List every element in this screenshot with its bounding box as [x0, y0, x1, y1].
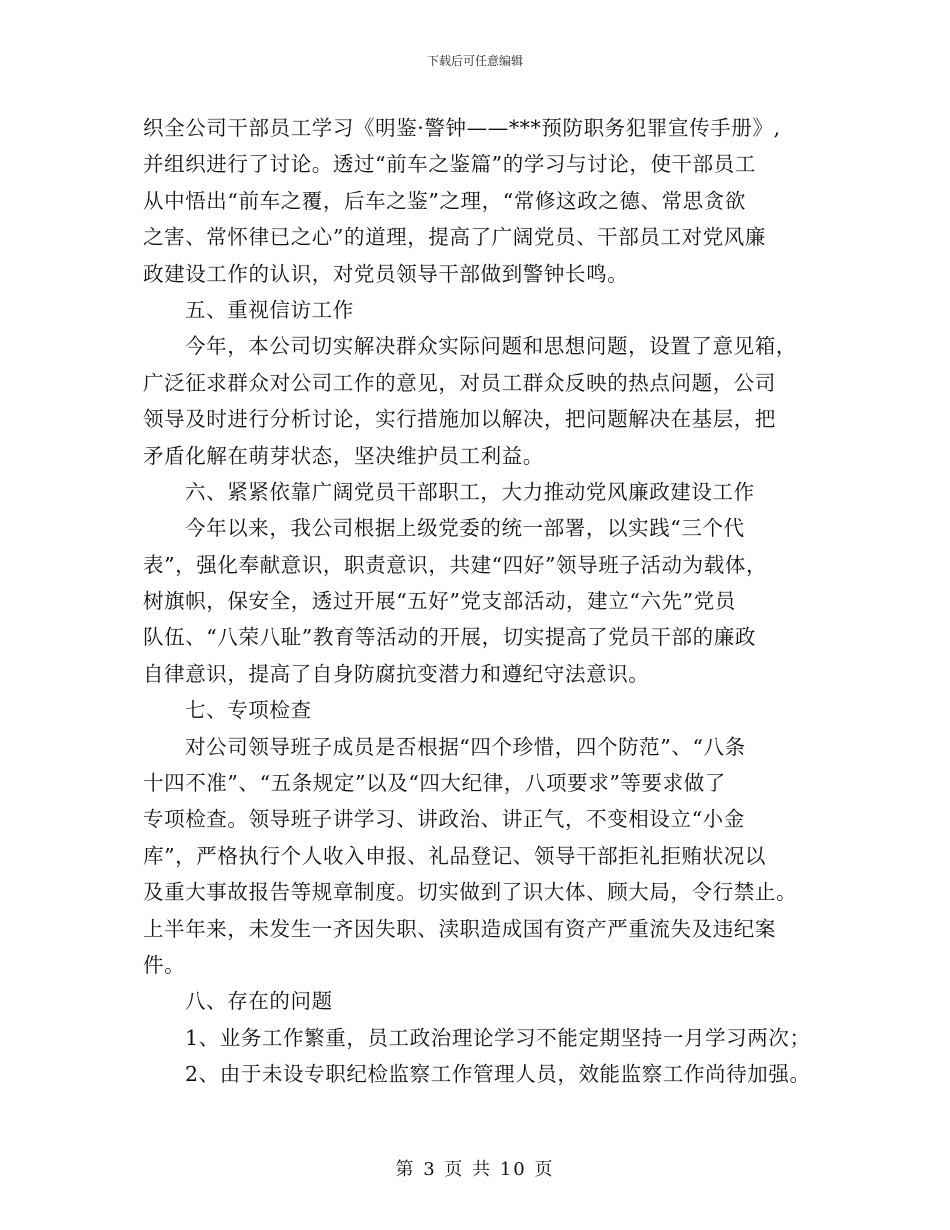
- text-line: 十四不准”、“五条规定”以及“四大纪律，八项要求”等要求做了: [143, 771, 726, 796]
- text-line: 之害、常怀律已之心”的道理，提高了广阔党员、干部员工对党风廉: [143, 225, 766, 250]
- text-line: 七、专项检查: [185, 698, 312, 723]
- text-line: 专项检查。领导班子讲学习、讲政治、讲正气，不变相设立“小金: [143, 807, 745, 832]
- text-line: 自律意识，提高了自身防腐抗变潜力和遵纪守法意识。: [143, 661, 650, 686]
- text-line: 表”，强化奉献意识，职责意识，共建“四好”领导班子活动为载体，: [143, 552, 768, 577]
- text-line: 领导及时进行分析讨论，实行措施加以解决，把问题解决在基层，把: [143, 407, 776, 432]
- header-note: 下载后可任意编辑: [426, 54, 523, 68]
- text-line: 从中悟出“前车之覆，后车之鉴”之理，“常修这政之德、常思贪欲: [143, 188, 746, 213]
- text-line: 及重大事故报告等规章制度。切实做到了识大体、顾大局，令行禁止。: [143, 880, 798, 905]
- text-line: 政建设工作的认识，对党员领导干部做到警钟长鸣。: [143, 261, 629, 286]
- text-line: 织全公司干部员工学习《明鉴·警钟——***预防职务犯罪宣传手册》,: [143, 116, 781, 140]
- text-line: 件。: [143, 952, 186, 977]
- text-line: 今年，本公司切实解决群众实际问题和思想问题，设置了意见箱，: [185, 334, 797, 359]
- text-line: 广泛征求群众对公司工作的意见，对员工群众反映的热点问题，公司: [143, 370, 776, 395]
- text-line: 今年以来，我公司根据上级党委的统一部署，以实践“三个代: [185, 516, 745, 541]
- text-line: 八、存在的问题: [185, 989, 333, 1014]
- page-number-footer: 第 3 页 共 10 页: [395, 1159, 555, 1180]
- text-line: 上半年来，未发生一齐因失职、渎职造成国有资产严重流失及违纪案: [143, 916, 776, 941]
- text-line: 对公司领导班子成员是否根据“四个珍惜，四个防范”、“八条: [185, 734, 746, 759]
- text-line: 1、业务工作繁重，员工政治理论学习不能定期坚持一月学习两次；: [185, 1025, 811, 1050]
- text-line: 并组织进行了讨论。透过“前车之鉴篇”的学习与讨论，使干部员工: [143, 152, 756, 177]
- text-line: 库”，严格执行个人收入申报、礼品登记、领导干部拒礼拒贿状况以: [143, 843, 766, 868]
- text-line: 五、重视信访工作: [185, 297, 354, 322]
- text-line: 树旗帜，保安全，透过开展“五好”党支部活动，建立“六先”党员: [143, 589, 736, 614]
- text-line: 矛盾化解在萌芽状态，坚决维护员工利益。: [143, 443, 544, 468]
- text-line: 六、紧紧依靠广阔党员干部职工，大力推动党风廉政建设工作: [185, 479, 755, 504]
- text-line: 2、由于未设专职纪检监察工作管理人员，效能监察工作尚待加强。: [185, 1062, 811, 1087]
- document-body: [143, 110, 833, 1093]
- text-line: 队伍、“八荣八耻”教育等活动的开展，切实提高了党员干部的廉政: [143, 625, 756, 650]
